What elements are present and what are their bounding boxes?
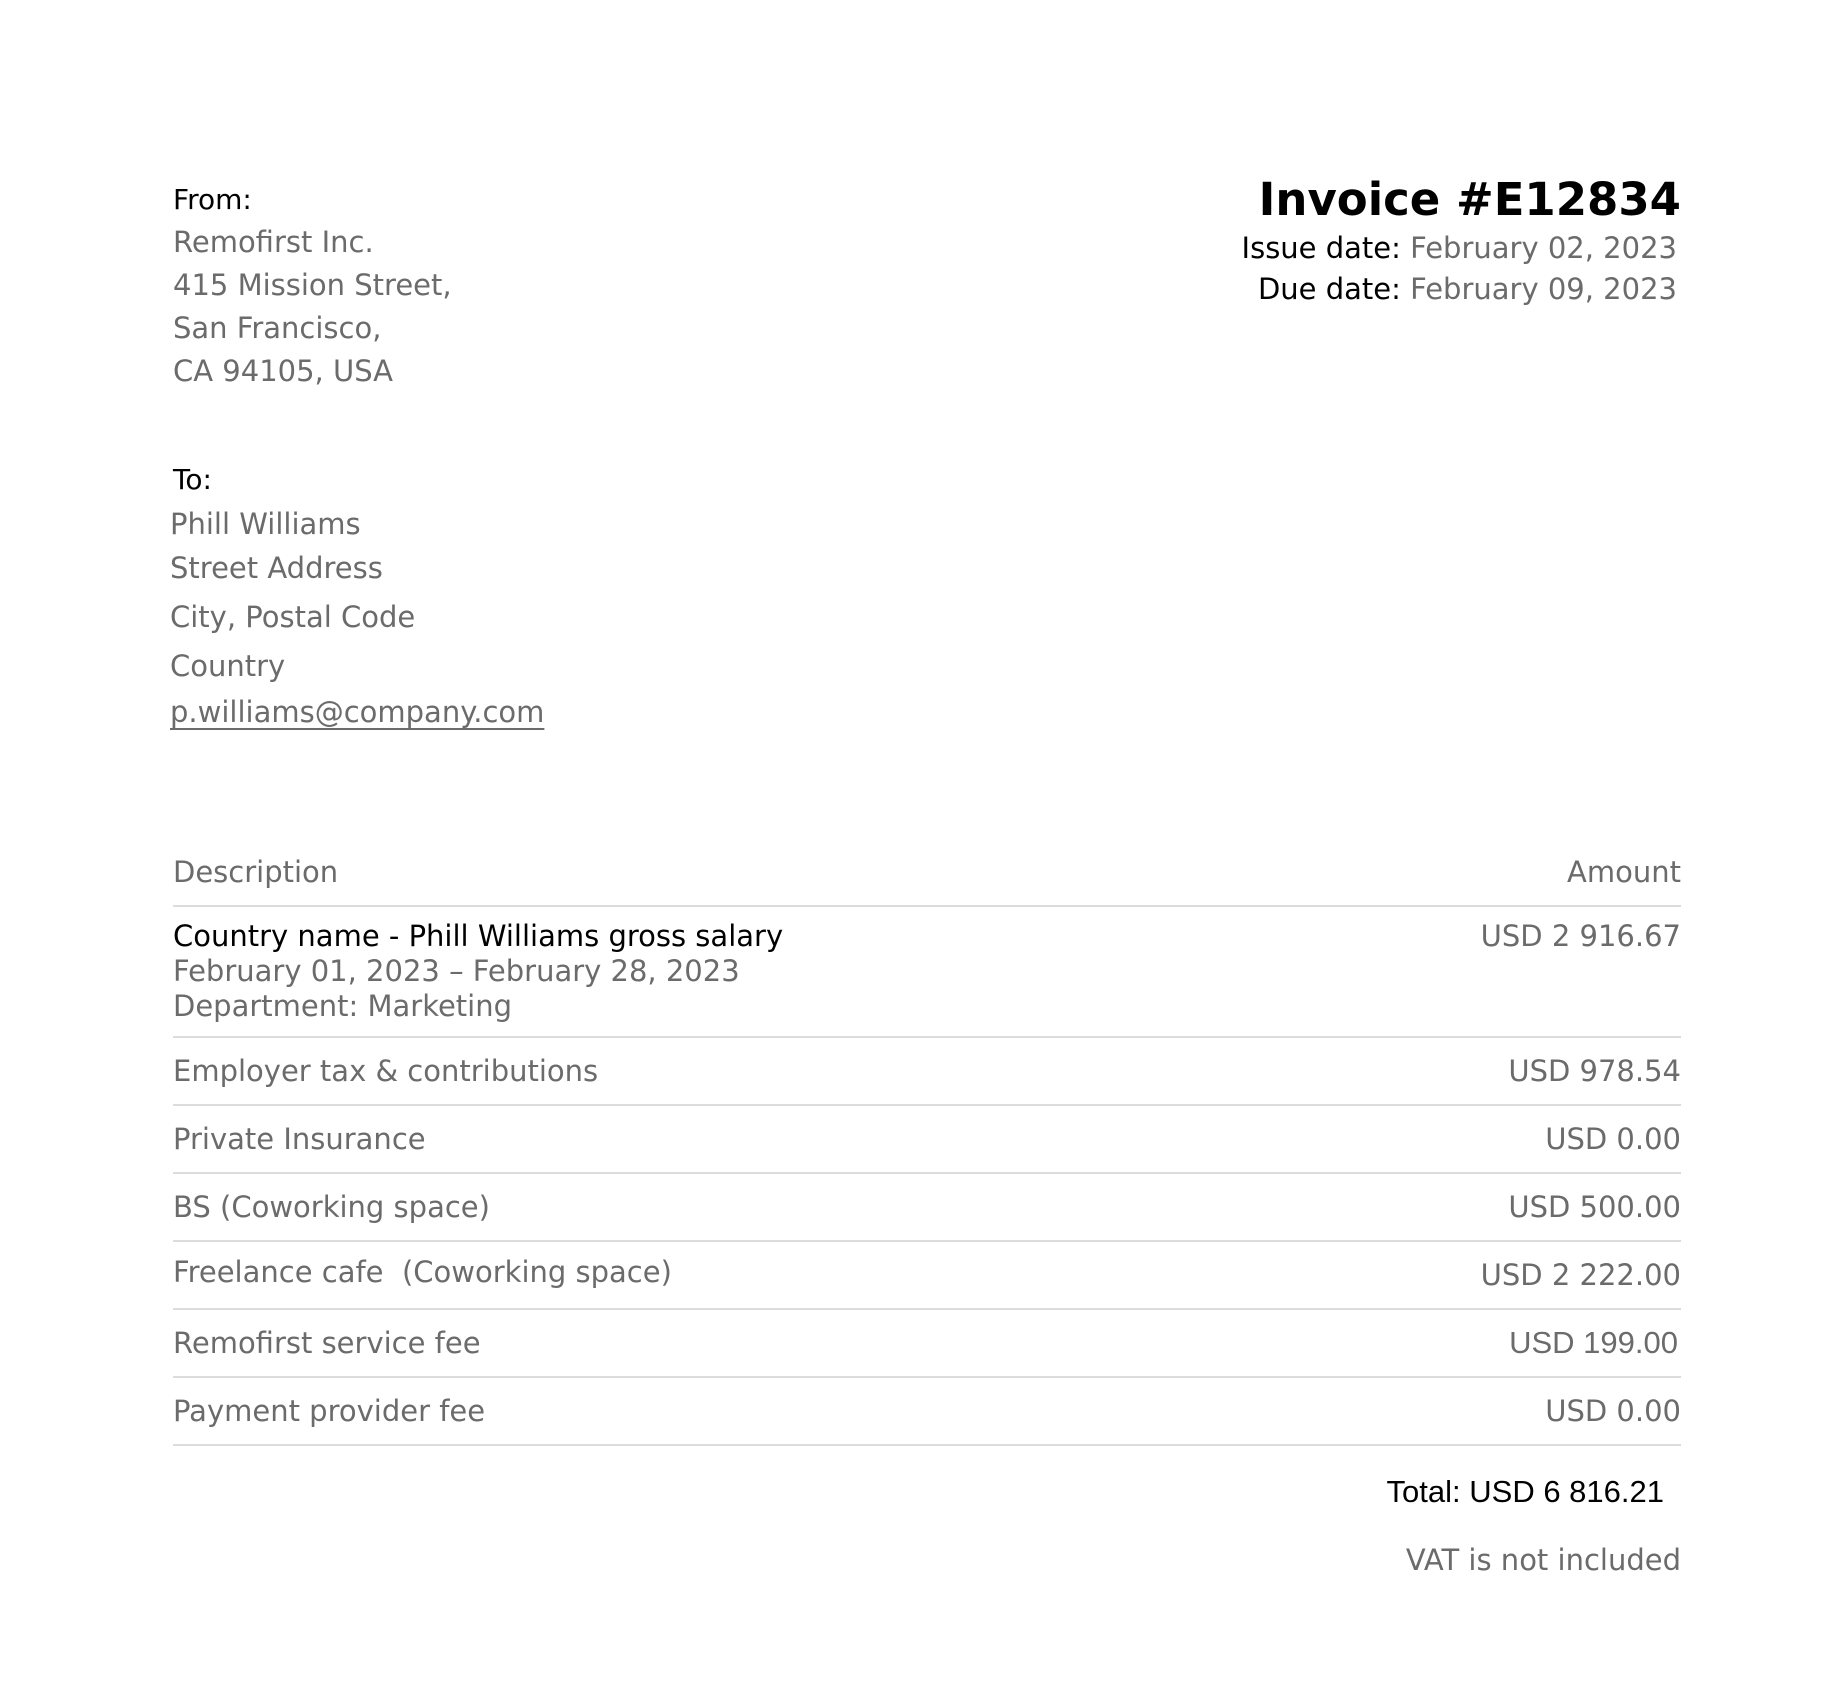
- due-date: [981, 269, 1681, 310]
- row-description: Remofirst service fee: [173, 1326, 481, 1360]
- table-row: [173, 1242, 1681, 1310]
- to-country: Country: [170, 649, 286, 683]
- table-header: [173, 849, 1681, 907]
- from-state-zip-country: CA 94105, USA: [173, 354, 394, 388]
- table-row: [173, 1310, 1681, 1378]
- due-date-value: February 09, 2023: [1410, 272, 1677, 306]
- from-city: San Francisco,: [173, 311, 382, 345]
- row-amount: USD 978.54: [1508, 1054, 1681, 1088]
- row-amount: USD 500.00: [1508, 1190, 1681, 1224]
- row-description: Employer tax & contributions: [173, 1054, 599, 1088]
- row-amount: USD 2 222.00: [1480, 1258, 1681, 1292]
- table-row: [173, 1174, 1681, 1242]
- to-section: [170, 458, 870, 734]
- row-description: Freelance cafe (Coworking space): [173, 1255, 672, 1289]
- from-label: From:: [173, 183, 252, 216]
- row-amount: USD 0.00: [1545, 1394, 1681, 1428]
- to-email-link[interactable]: p.williams@company.com: [170, 695, 545, 729]
- invoice-page: [170, 0, 1681, 1692]
- row-description: Payment provider fee: [173, 1394, 486, 1428]
- issue-date: [981, 228, 1681, 269]
- from-company: Remofirst Inc.: [173, 225, 374, 259]
- invoice-title: Invoice #E12834: [1258, 173, 1681, 226]
- salary-department: Department: Marketing: [173, 989, 513, 1023]
- from-street: 415 Mission Street,: [173, 268, 452, 302]
- to-city: City, Postal Code: [170, 600, 416, 634]
- salary-title: Country name - Phill Williams gross salary: [173, 919, 784, 953]
- salary-description: [173, 919, 783, 1024]
- to-label: To:: [173, 463, 212, 496]
- salary-period: February 01, 2023 – February 28, 2023: [173, 954, 740, 988]
- row-description: BS (Coworking space): [173, 1190, 490, 1224]
- table-row: [173, 1038, 1681, 1106]
- line-items-table: [173, 849, 1681, 1581]
- invoice-total: Total: USD 6 816.21: [1386, 1474, 1664, 1509]
- to-name: Phill Williams: [170, 507, 361, 541]
- from-section: [173, 178, 873, 393]
- due-date-label: Due date:: [1257, 272, 1401, 306]
- salary-amount: USD 2 916.67: [1480, 919, 1681, 953]
- header-description: Description: [173, 855, 339, 889]
- table-row: [173, 1378, 1681, 1446]
- vat-note: VAT is not included: [1405, 1543, 1681, 1577]
- table-row-salary: [173, 907, 1681, 1038]
- header-amount: Amount: [1567, 855, 1681, 889]
- to-street: Street Address: [170, 551, 383, 585]
- invoice-header: [981, 172, 1681, 310]
- table-row: [173, 1106, 1681, 1174]
- row-amount: USD 0.00: [1545, 1122, 1681, 1156]
- row-amount: USD 199.00: [1509, 1325, 1678, 1360]
- issue-date-value: February 02, 2023: [1410, 231, 1677, 265]
- issue-date-label: Issue date:: [1241, 231, 1401, 265]
- row-description: Private Insurance: [173, 1122, 426, 1156]
